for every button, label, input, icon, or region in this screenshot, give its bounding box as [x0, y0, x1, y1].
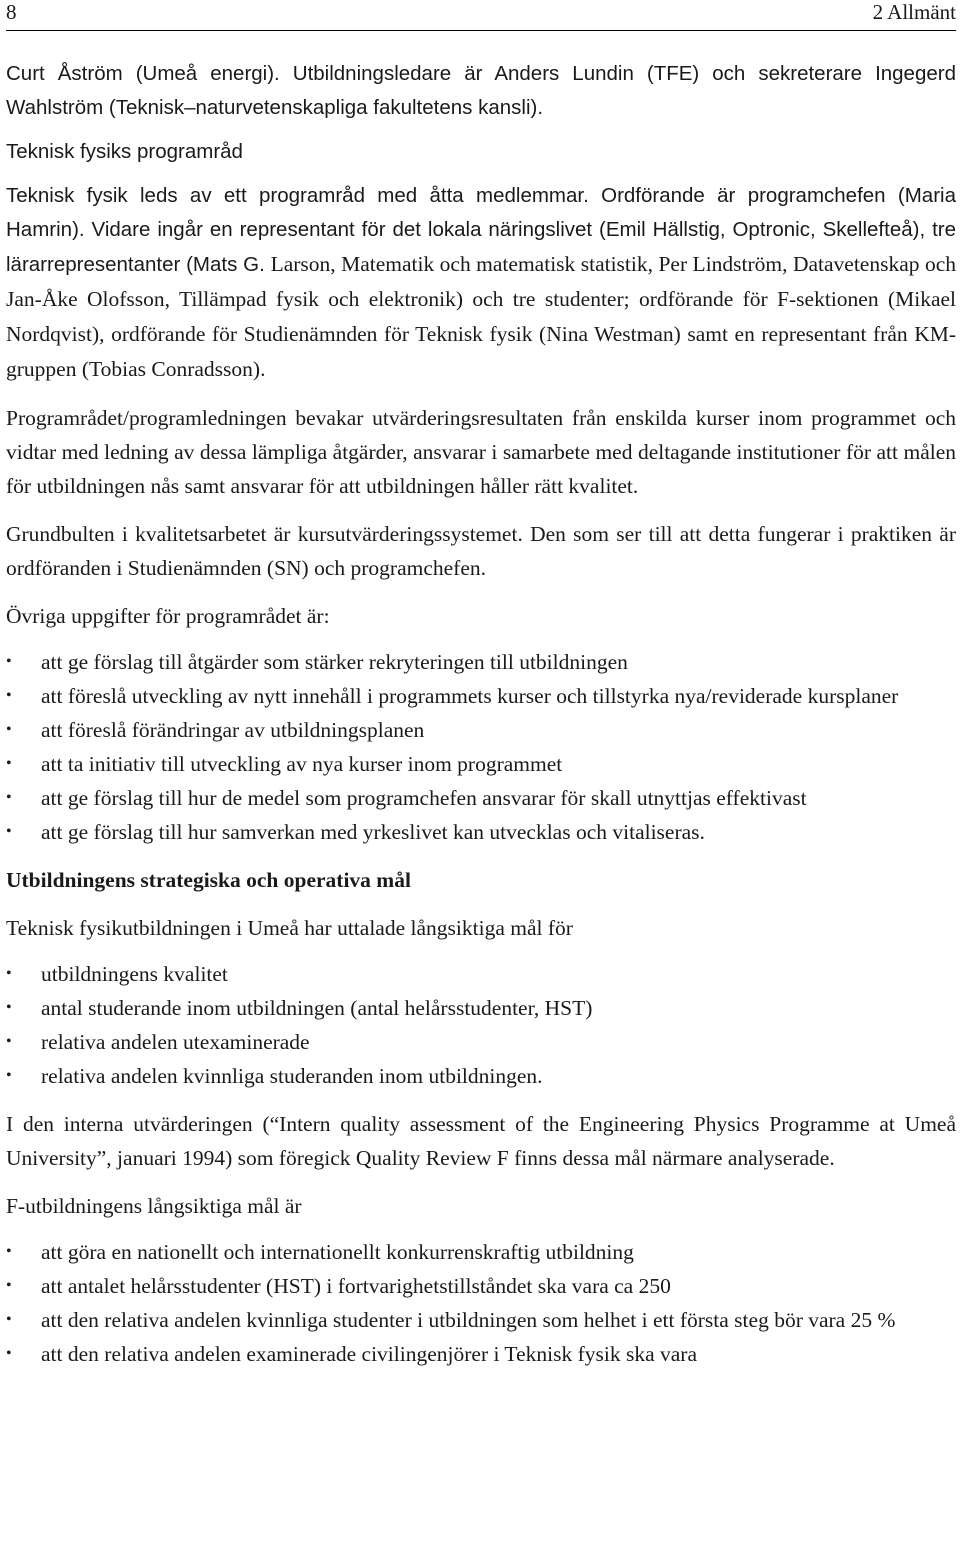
bullet-icon: • — [6, 1311, 12, 1328]
heading-programrad: Teknisk fysiks programråd — [6, 140, 243, 163]
running-header — [6, 0, 956, 31]
bullet-icon: • — [6, 965, 12, 982]
list-item — [6, 747, 956, 781]
list-item-text: att göra en nationellt och internationellt konkurrenskraftig utbildning — [41, 1240, 634, 1264]
list-item-text: att föreslå utveckling av nytt innehåll i programmets kurser och tillstyrka nya/reviderade kursplaner — [41, 684, 899, 708]
list-item — [6, 1303, 956, 1337]
bullet-icon: • — [6, 653, 12, 670]
list-item-text: att ge förslag till åtgärder som stärker rekryteringen till utbildningen — [41, 650, 628, 674]
paragraph-programrad-part1: Teknisk fysik leds av ett programråd med åtta medlemmar. Ordförande är programchefen (Maria Hamrin). Vidare ingår en representant för det lokala näringslivet (Emil Hällstig, Optronic, Skellefteå), tre lärarrepresentanter (Mats G. — [6, 184, 956, 276]
list-item — [6, 713, 956, 747]
list-item-text: relativa andelen kvinnliga studeranden inom utbildningen. — [41, 1064, 543, 1088]
list-item-text: att den relativa andelen kvinnliga studenter i utbildningen som helhet i ett första steg bör vara 25 % — [41, 1308, 896, 1332]
bullet-icon: • — [6, 999, 12, 1016]
list-item-text: att ta initiativ till utveckling av nya kurser inom programmet — [41, 752, 563, 776]
paragraph-malfor: Teknisk fysikutbildningen i Umeå har uttalade långsiktiga mål för — [6, 916, 573, 940]
bullet-icon: • — [6, 1033, 12, 1050]
list-item-text: att ge förslag till hur samverkan med yrkeslivet kan utvecklas och vitaliseras. — [41, 820, 705, 844]
bullet-icon: • — [6, 1277, 12, 1294]
paragraph-programrad-part2: Larson, Matematik och matematisk statistik, Per Lindström, Datavetenskap och Jan-Åke Olofsson, Tillämpad fysik och elektronik) och tre studenter; ordförande för F-sektionen (Mikael Nordqvist), ordförande för Studienämnden för Teknisk fysik (Nina Westman) samt en representant från KM-gruppen (Tobias Conradsson). — [6, 252, 957, 381]
list-item-text: att antalet helårsstudenter (HST) i fortvarighetstillståndet ska vara ca 250 — [41, 1274, 671, 1298]
list-item-text: relativa andelen utexaminerade — [41, 1030, 310, 1054]
page-number: 8 — [6, 0, 17, 24]
paragraph-langsiktiga: F-utbildningens långsiktiga mål är — [6, 1194, 302, 1218]
bullet-icon: • — [6, 755, 12, 772]
list-item-text: att föreslå förändringar av utbildningsplanen — [41, 718, 425, 742]
paragraph-ovriga: Övriga uppgifter för programrådet är: — [6, 604, 330, 628]
list-item-text: att den relativa andelen examinerade civilingenjörer i Teknisk fysik ska vara — [41, 1342, 697, 1366]
list-item — [6, 815, 956, 849]
list-mal-for — [6, 957, 956, 1093]
list-item — [6, 957, 956, 991]
list-item — [6, 1059, 956, 1093]
list-uppgifter — [6, 645, 956, 849]
bullet-icon: • — [6, 687, 12, 704]
paragraph-intro: Curt Åström (Umeå energi). Utbildningsledare är Anders Lundin (TFE) och sekreterare Ingegerd Wahlström (Teknisk–naturvetenskapliga fakultetens kansli). — [6, 62, 956, 119]
bullet-icon: • — [6, 721, 12, 738]
bullet-icon: • — [6, 1243, 12, 1260]
bullet-icon: • — [6, 823, 12, 840]
list-item — [6, 645, 956, 679]
list-item-text: antal studerande inom utbildningen (antal helårsstudenter, HST) — [41, 996, 593, 1020]
list-item — [6, 1025, 956, 1059]
document-page — [6, 0, 956, 1371]
heading-strategiska-mal: Utbildningens strategiska och operativa mål — [6, 868, 411, 892]
list-langsiktiga — [6, 1235, 956, 1371]
bullet-icon: • — [6, 1067, 12, 1084]
paragraph-intern-utvardering: I den interna utvärderingen (“Intern quality assessment of the Engineering Physics Programme at Umeå University”, januari 1994) som föregick Quality Review F finns dessa mål närmare analyserade. — [6, 1112, 956, 1170]
list-item — [6, 1235, 956, 1269]
chapter-title: 2 Allmänt — [872, 0, 956, 24]
list-item — [6, 781, 956, 815]
list-item-text: utbildningens kvalitet — [41, 962, 228, 986]
list-item — [6, 1269, 956, 1303]
paragraph-programrad — [6, 179, 956, 387]
list-item — [6, 1337, 956, 1371]
list-item — [6, 679, 956, 713]
paragraph-bevakar: Programrådet/programledningen bevakar utvärderingsresultaten från enskilda kurser inom programmet och vidtar med ledning av dessa lämpliga åtgärder, ansvarar i samarbete med deltagande institutioner för att målen för utbildningen nås samt ansvarar för att utbildningen håller rätt kvalitet. — [6, 406, 956, 498]
bullet-icon: • — [6, 1345, 12, 1362]
paragraph-grundbulten: Grundbulten i kvalitetsarbetet är kursutvärderingssystemet. Den som ser till att detta fungerar i praktiken är ordföranden i Studienämnden (SN) och programchefen. — [6, 522, 956, 580]
list-item-text: att ge förslag till hur de medel som programchefen ansvarar för skall utnyttjas effektivast — [41, 786, 807, 810]
bullet-icon: • — [6, 789, 12, 806]
list-item — [6, 991, 956, 1025]
